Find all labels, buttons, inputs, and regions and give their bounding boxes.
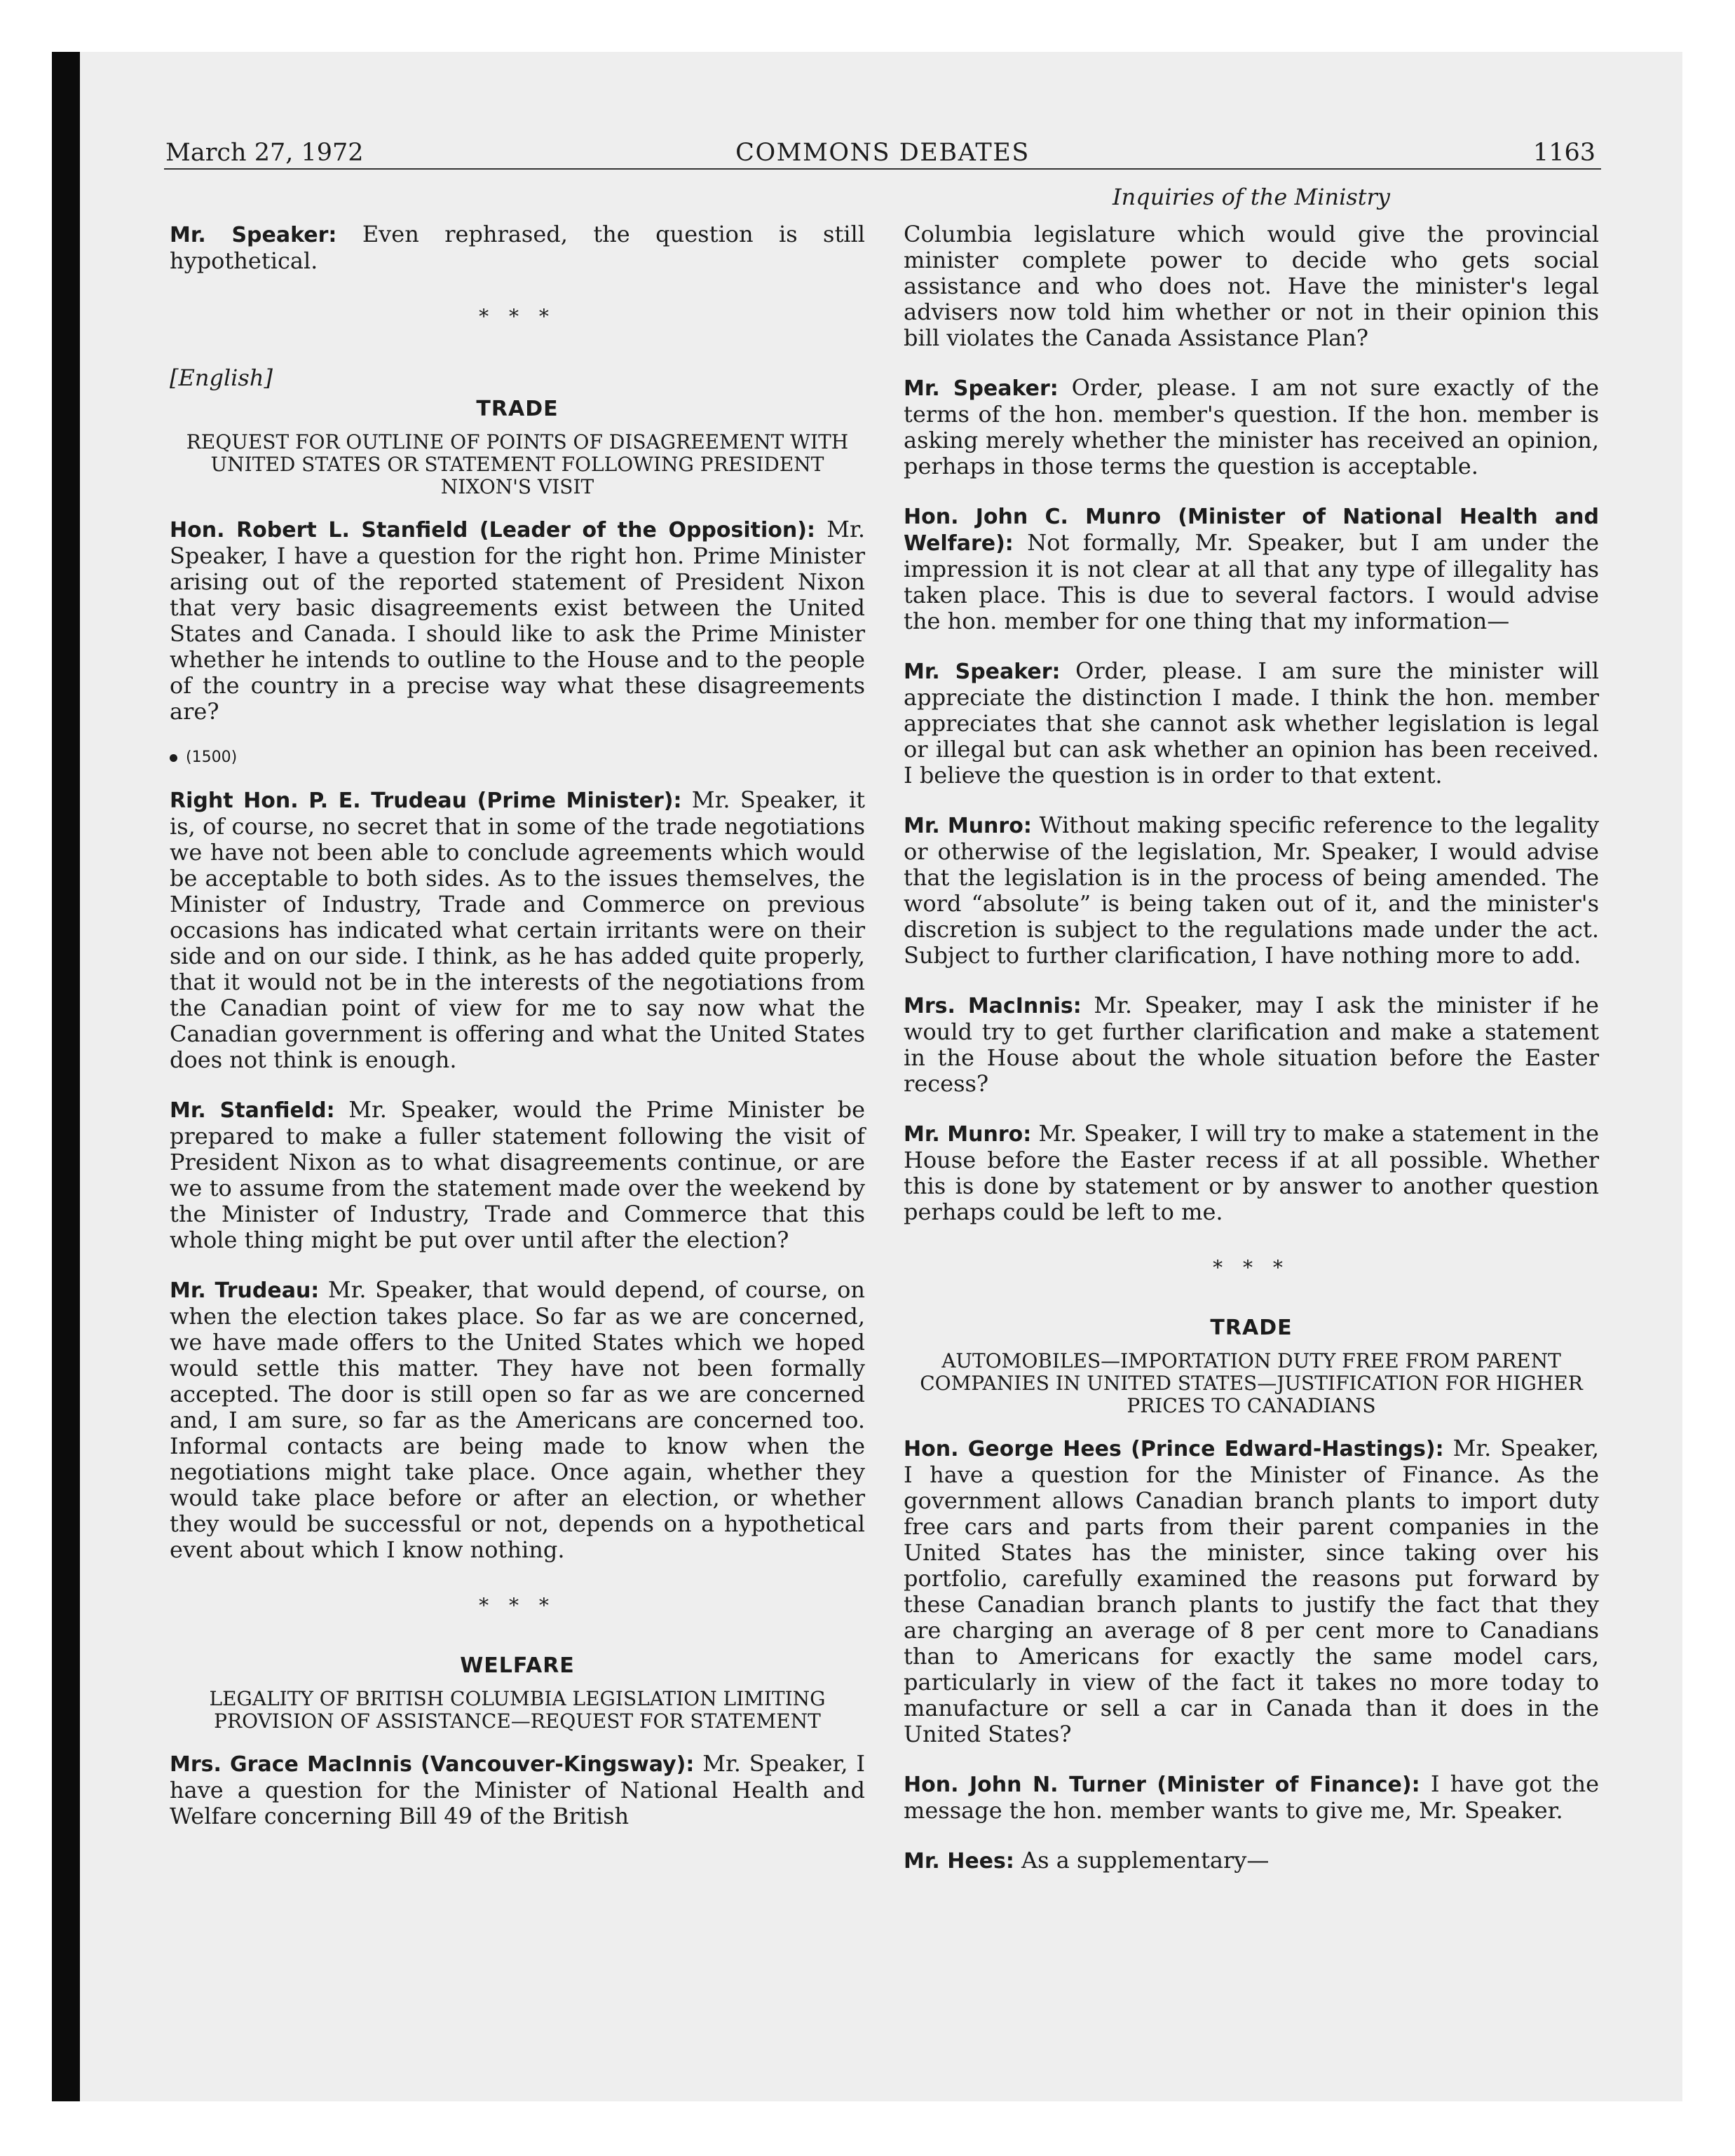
paragraph <box>170 1097 865 1253</box>
speaker-name: Hon. John C. Munro (Minister of National Health and Welfare): <box>904 505 1599 556</box>
language-marker: [English] <box>170 364 273 391</box>
section-heading: TRADE <box>476 397 559 421</box>
paragraph <box>170 1751 865 1829</box>
speech-text: Mr. Speaker, would the Prime Minister be prepared to make a fuller statement following the visit of President Nixon as to what disagreements continue, or are we to assume from the statement made over the weekend by the Minister of Industry, Trade and Commerce that this whole thing might be put over until after the election? <box>170 1096 865 1253</box>
paragraph <box>170 221 865 274</box>
time-marker <box>170 749 865 766</box>
page-number: 1163 <box>1532 139 1595 167</box>
paragraph <box>170 1277 865 1563</box>
speaker-name: Mrs. Grace MacInnis (Vancouver-Kingsway): <box>170 1752 695 1777</box>
speech-text: Mr. Speaker, I have a question for the right hon. Prime Minister arising out of the reported statement of President Nixon that very basic disagreements exist between the United States and Canada. I should like to ask the Prime Minister whether he intends to outline to the House and to the people of the country in a precise way what these disagreements are? <box>170 516 865 725</box>
speaker-name: Hon. George Hees (Prince Edward-Hastings): <box>904 1437 1444 1461</box>
speaker-name: Right Hon. P. E. Trudeau (Prime Minister): <box>170 789 682 813</box>
speech-text: Mr. Speaker, it is, of course, no secret that in some of the trade negotiations we have not been able to conclude agreements which would be acceptable to both sides. As to the issues themselves, the Minister of Industry, Trade and Commerce on previous occasions has indicated what certain irritants were on their side and on our side. I think, as he has added quite properly, that it would not be in the interests of the negotiations from the Canadian point of view for me to say now what the Canadian government is offering and what the United States does not think is enough. <box>170 786 865 1073</box>
paragraph <box>170 787 865 1073</box>
section-heading: WELFARE <box>460 1653 575 1678</box>
speech-text: Even rephrased, the question is still hypothetical. <box>170 221 866 274</box>
speaker-name: Mr. Munro: <box>904 1122 1032 1147</box>
speech-text: Without making specific reference to the legality or otherwise of the legislation, Mr. Speaker, I would advise that the legislation is in the process of being amended. The word “absolute” is being taken out of it, and the minister's discretion is subject to the regulations made under the act. Subject to further clarification, I have nothing more to add. <box>904 812 1600 969</box>
paragraph <box>904 992 1599 1097</box>
speech-text: Columbia legislature which would give the provincial minister complete power to decide who gets social assistance and who does not. Have the minister's legal advisers now told him whether or not in their opinion this bill violates the Canada Assistance Plan? <box>904 221 1599 351</box>
speech-text: Mr. Speaker, I have a question for the Minister of Finance. As the government allows Canadian branch plants to import duty free cars and parts from their parent companies in the United States has the minister, since taking over his portfolio, carefully examined the reasons put forward by these Canadian branch plants to justify the fact that they are charging an average of 8 per cent more to Canadians than to Americans for exactly the same model cars, particularly in view of the fact it takes no more today to manufacture or sell a car in Canada than it does in the United States? <box>904 1435 1600 1747</box>
section-separator: * * * <box>479 1594 556 1617</box>
paragraph <box>904 1771 1599 1824</box>
paragraph <box>904 221 1599 351</box>
speech-text: Order, please. I am not sure exactly of the terms of the hon. member's question. If the hon. member is asking merely whether the minister has received an opinion, perhaps in those terms the question is acceptable. <box>904 374 1600 479</box>
subheading: AUTOMOBILES—IMPORTATION DUTY FREE FROM PARENT COMPANIES IN UNITED STATES—JUSTIFICATION FOR HIGHER PRICES TO CANADIANS <box>920 1349 1583 1417</box>
speaker-name: Mr. Hees: <box>904 1849 1014 1874</box>
speaker-name: Mrs. MacInnis: <box>904 994 1082 1018</box>
paragraph <box>904 1848 1599 1874</box>
speaker-name: Mr. Trudeau: <box>170 1278 320 1303</box>
speaker-name: Mr. Speaker: <box>904 376 1059 401</box>
speech-text: Mr. Speaker, I will try to make a statement in the House before the Easter recess if at all possible. Whether this is done by statement or by answer to another question perhaps could be left to me. <box>904 1120 1600 1225</box>
running-head <box>164 132 1601 170</box>
speaker-name: Hon. John N. Turner (Minister of Finance): <box>904 1773 1420 1797</box>
section-caption: Inquiries of the Ministry <box>1113 184 1390 210</box>
speech-text: Mr. Speaker, I have a question for the Minister of National Health and Welfare concerning Bill 49 of the British <box>170 1750 866 1829</box>
speaker-name: Mr. Stanfield: <box>170 1098 335 1123</box>
subheading: LEGALITY OF BRITISH COLUMBIA LEGISLATION LIMITING PROVISION OF ASSISTANCE—REQUEST FOR STATEMENT <box>209 1687 826 1733</box>
speech-text: Mr. Speaker, may I ask the minister if he would try to get further clarification and make a statement in the House about the whole situation before the Easter recess? <box>904 992 1599 1097</box>
speaker-name: Mr. Speaker: <box>170 223 337 247</box>
speaker-name: Mr. Munro: <box>904 814 1032 838</box>
header-date: March 27, 1972 <box>165 139 364 167</box>
speech-text: I have got the message the hon. member wants to give me, Mr. Speaker. <box>904 1770 1599 1824</box>
section-heading: TRADE <box>1210 1316 1293 1340</box>
left-column <box>170 221 865 1853</box>
paragraph <box>170 517 865 725</box>
paragraph <box>904 375 1599 479</box>
binding-edge <box>52 52 80 2101</box>
speech-text: As a supplementary— <box>1021 1847 1270 1874</box>
page-content <box>164 126 1601 2075</box>
speech-text: Mr. Speaker, that would depend, of course, on when the election takes place. So far as we are concerned, we have made offers to the United States which we hoped would settle this matter. They have not been formally accepted. The door is still open so far as we are concerned and, I am sure, so far as the Americans are concerned too. Informal contacts are being made to know when the negotiations might take place. Once again, whether they would take place before or after an election, or whether they would be successful or not, depends on a hypothetical event about which I know nothing. <box>170 1276 866 1563</box>
bullet-icon <box>170 754 177 762</box>
section-separator: * * * <box>479 305 556 328</box>
paragraph <box>904 658 1599 789</box>
paragraph <box>904 503 1599 634</box>
speaker-name: Hon. Robert L. Stanfield (Leader of the Opposition): <box>170 518 815 543</box>
section-separator: * * * <box>1213 1256 1290 1279</box>
subheading: REQUEST FOR OUTLINE OF POINTS OF DISAGREEMENT WITH UNITED STATES OR STATEMENT FOLLOWING PRESIDENT NIXON'S VISIT <box>186 430 849 498</box>
paragraph <box>904 1435 1599 1747</box>
speech-text: Not formally, Mr. Speaker, but I am under the impression it is not clear at all that any type of illegality has taken place. This is due to several factors. I would advise the hon. member for one thing that my information— <box>904 529 1600 634</box>
time-text: (1500) <box>186 749 238 766</box>
right-column <box>904 221 1599 1898</box>
speaker-name: Mr. Speaker: <box>904 660 1061 684</box>
paragraph <box>904 812 1599 969</box>
header-title: COMMONS DEBATES <box>735 139 1030 167</box>
speech-text: Order, please. I am sure the minister will appreciate the distinction I made. I think the hon. member appreciates that she cannot ask whether legislation is legal or illegal but can ask whether an opinion has been received. I believe the question is in order to that extent. <box>904 657 1599 789</box>
paragraph <box>904 1121 1599 1225</box>
